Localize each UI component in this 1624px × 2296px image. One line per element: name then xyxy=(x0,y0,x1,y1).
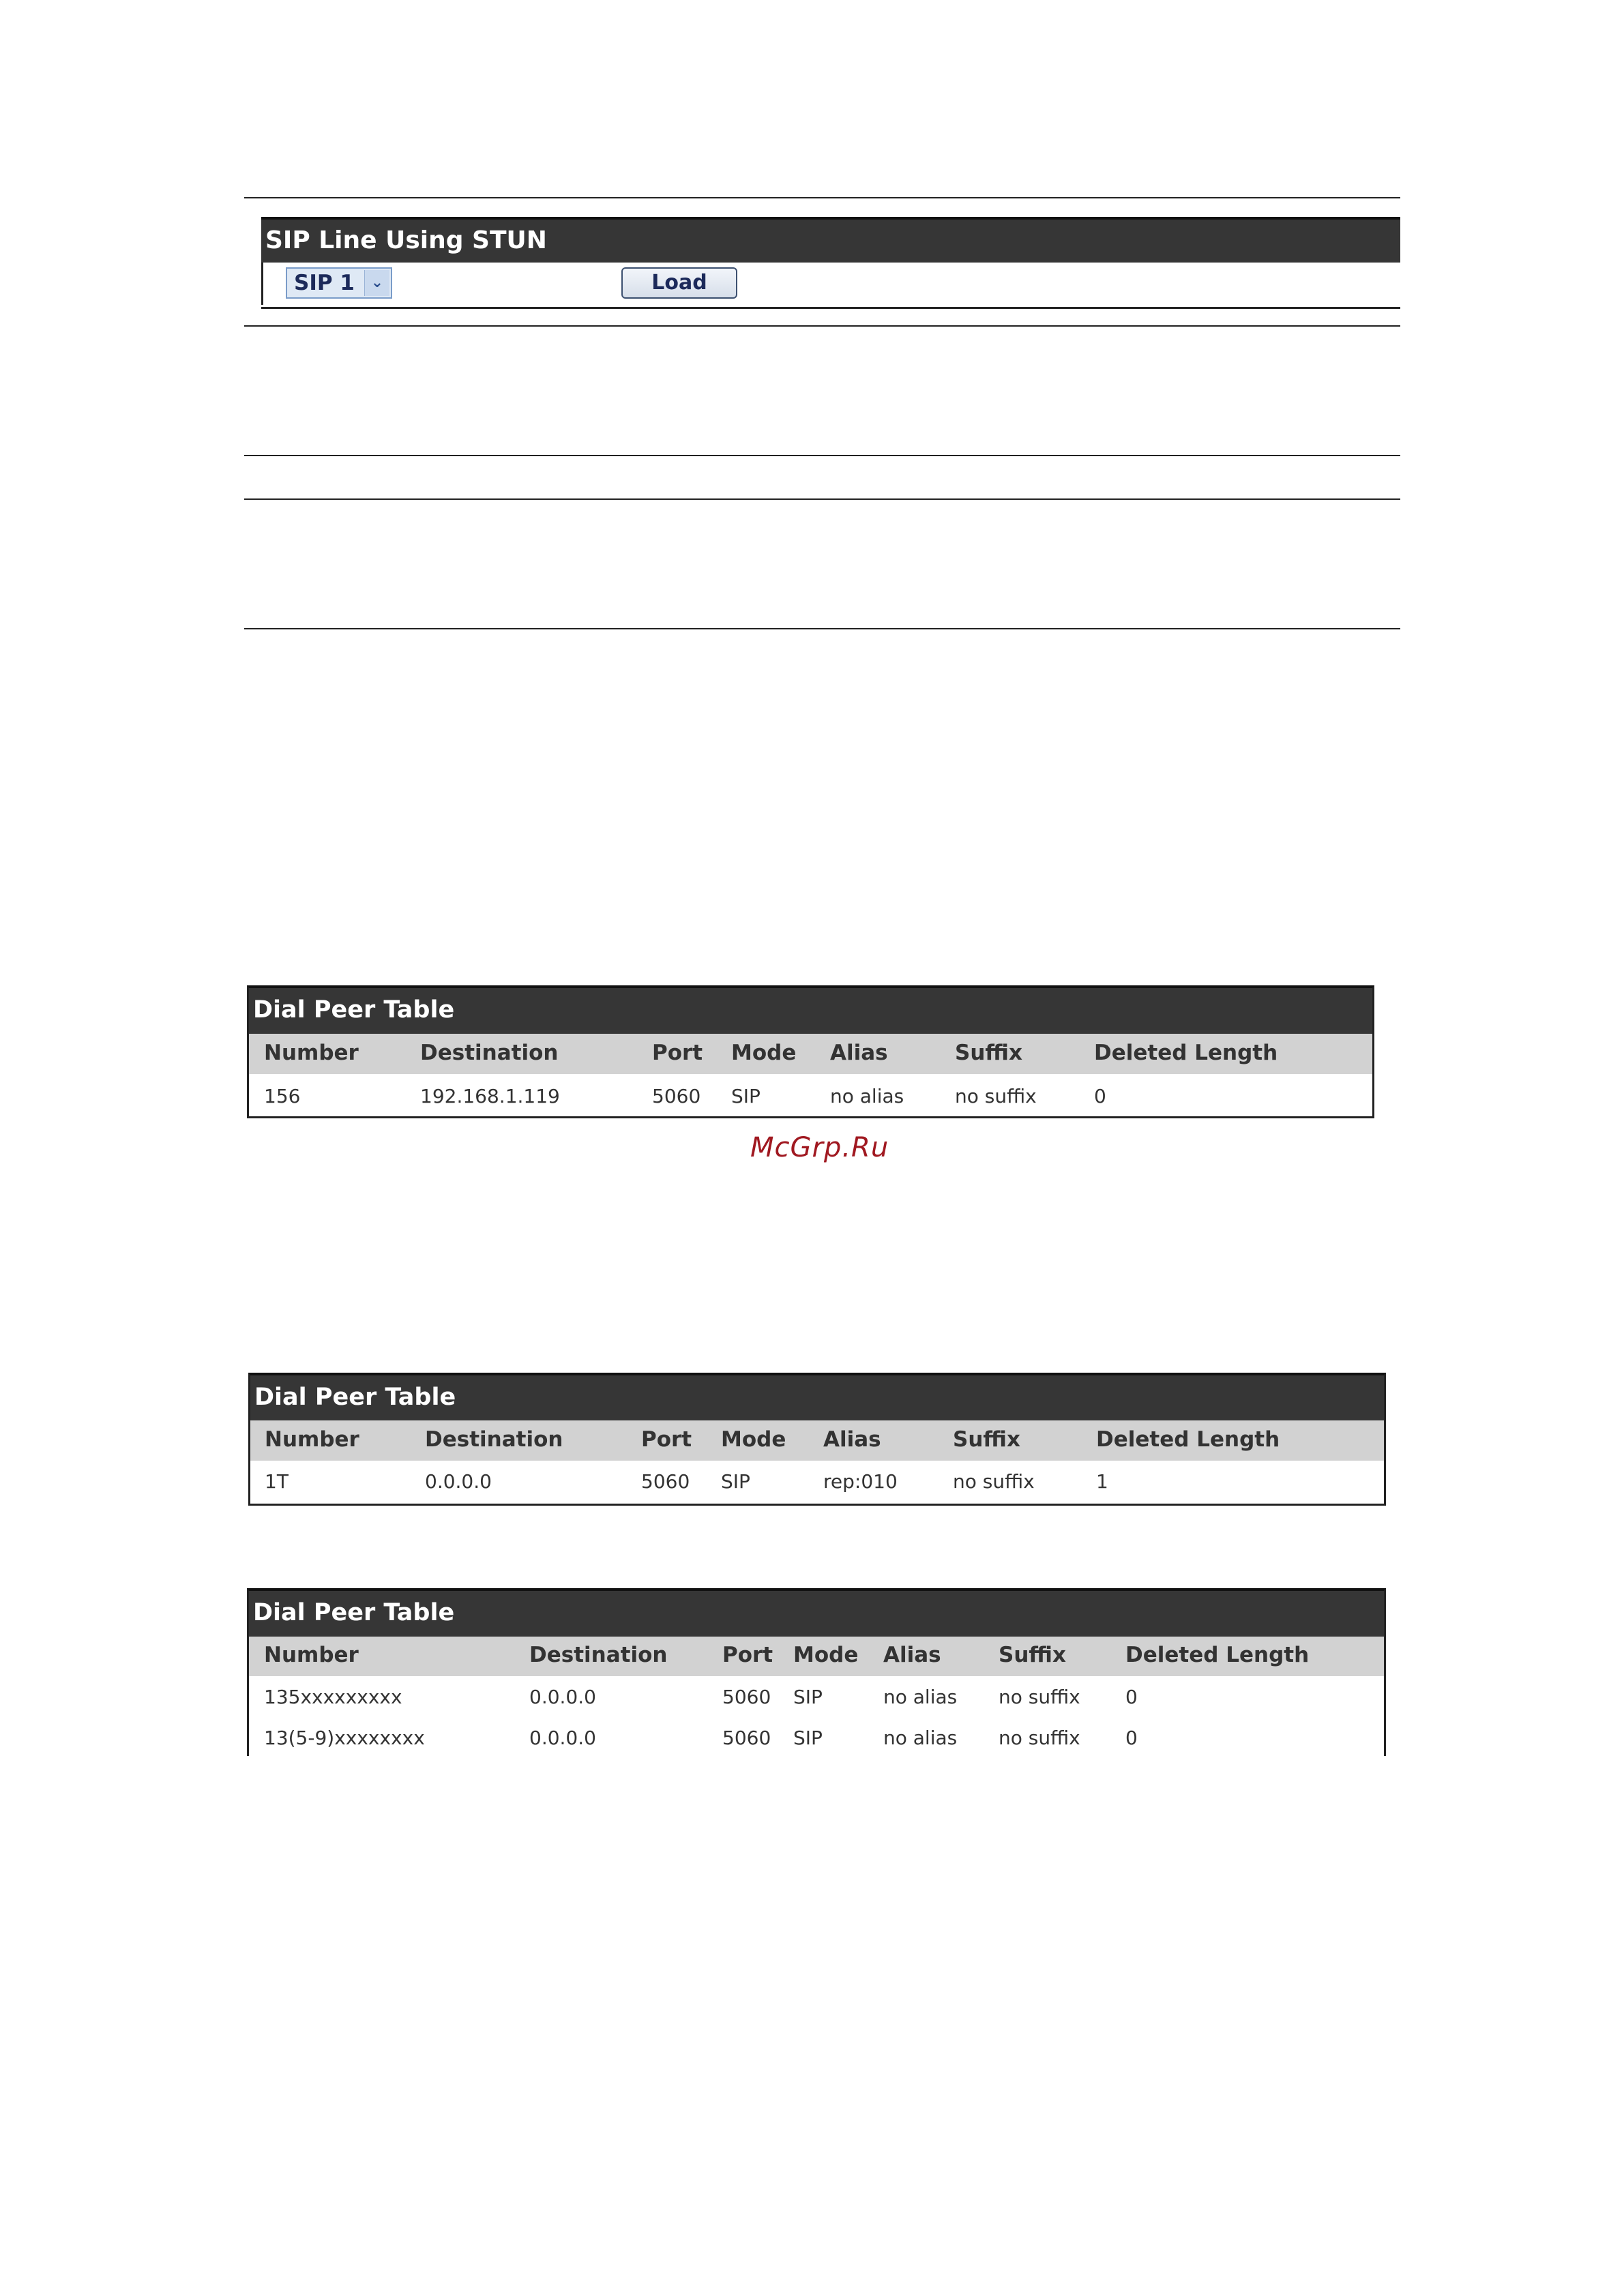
column-header-port: Port xyxy=(652,1041,703,1065)
cell-suffix: no suffix xyxy=(999,1727,1080,1749)
cell-port: 5060 xyxy=(722,1727,771,1749)
divider-line xyxy=(244,197,1400,198)
cell-deleted-length: 1 xyxy=(1096,1470,1108,1493)
cell-suffix: no suffix xyxy=(955,1085,1037,1107)
table-header-row xyxy=(249,1637,1384,1676)
table-title: Dial Peer Table xyxy=(249,988,1372,1034)
column-header-port: Port xyxy=(641,1427,692,1452)
column-header-suffix: Suffix xyxy=(953,1427,1020,1452)
dial-peer-table-1 xyxy=(247,985,1374,1118)
column-header-deleted-length: Deleted Length xyxy=(1094,1041,1278,1065)
column-header-suffix: Suffix xyxy=(955,1041,1022,1065)
cell-destination: 0.0.0.0 xyxy=(425,1470,492,1493)
panel-title: SIP Line Using STUN xyxy=(261,217,1400,263)
column-header-mode: Mode xyxy=(721,1427,786,1452)
column-header-deleted-length: Deleted Length xyxy=(1096,1427,1280,1452)
panel-controls-row xyxy=(261,263,1400,305)
watermark-text: McGrp.Ru xyxy=(750,1132,889,1163)
column-header-suffix: Suffix xyxy=(999,1643,1066,1667)
cell-suffix: no suffix xyxy=(999,1686,1080,1708)
cell-alias: rep:010 xyxy=(823,1470,898,1493)
column-header-mode: Mode xyxy=(793,1643,859,1667)
column-header-alias: Alias xyxy=(823,1427,881,1452)
cell-port: 5060 xyxy=(641,1470,690,1493)
column-header-alias: Alias xyxy=(883,1643,941,1667)
column-header-destination: Destination xyxy=(529,1643,668,1667)
cell-number: 135xxxxxxxxx xyxy=(264,1686,402,1708)
sip-line-stun-panel xyxy=(261,217,1400,309)
column-header-number: Number xyxy=(265,1427,359,1452)
table-row[interactable] xyxy=(249,1074,1372,1116)
column-header-number: Number xyxy=(264,1041,359,1065)
cell-number: 1T xyxy=(265,1470,289,1493)
divider-line xyxy=(244,455,1400,456)
dial-peer-table-3 xyxy=(247,1588,1386,1756)
cell-mode: SIP xyxy=(793,1727,823,1749)
cell-port: 5060 xyxy=(722,1686,771,1708)
cell-port: 5060 xyxy=(652,1085,701,1107)
divider-line xyxy=(244,628,1400,629)
cell-mode: SIP xyxy=(793,1686,823,1708)
column-header-destination: Destination xyxy=(420,1041,559,1065)
cell-mode: SIP xyxy=(721,1470,750,1493)
column-header-port: Port xyxy=(722,1643,773,1667)
cell-deleted-length: 0 xyxy=(1125,1727,1138,1749)
chevron-down-icon[interactable]: ⌄ xyxy=(364,270,389,296)
divider-line xyxy=(244,325,1400,327)
cell-destination: 0.0.0.0 xyxy=(529,1686,596,1708)
cell-deleted-length: 0 xyxy=(1125,1686,1138,1708)
cell-destination: 192.168.1.119 xyxy=(420,1085,560,1107)
load-button[interactable]: Load xyxy=(621,267,737,299)
cell-suffix: no suffix xyxy=(953,1470,1035,1493)
column-header-deleted-length: Deleted Length xyxy=(1125,1643,1310,1667)
cell-alias: no alias xyxy=(883,1686,958,1708)
sip-line-select[interactable] xyxy=(286,267,392,299)
column-header-destination: Destination xyxy=(425,1427,563,1452)
dial-peer-table-2 xyxy=(248,1373,1386,1506)
table-row[interactable] xyxy=(249,1717,1384,1758)
select-value: SIP 1 xyxy=(294,271,355,295)
table-row[interactable] xyxy=(250,1461,1384,1502)
cell-number: 13(5-9)xxxxxxxx xyxy=(264,1727,425,1749)
cell-mode: SIP xyxy=(731,1085,761,1107)
divider-line xyxy=(244,498,1400,500)
table-title: Dial Peer Table xyxy=(249,1591,1384,1637)
column-header-mode: Mode xyxy=(731,1041,797,1065)
table-title: Dial Peer Table xyxy=(250,1375,1384,1420)
cell-destination: 0.0.0.0 xyxy=(529,1727,596,1749)
column-header-alias: Alias xyxy=(830,1041,888,1065)
column-header-number: Number xyxy=(264,1643,359,1667)
cell-alias: no alias xyxy=(883,1727,958,1749)
table-row[interactable] xyxy=(249,1676,1384,1717)
cell-deleted-length: 0 xyxy=(1094,1085,1106,1107)
table-header-row xyxy=(249,1034,1372,1074)
cell-number: 156 xyxy=(264,1085,301,1107)
cell-alias: no alias xyxy=(830,1085,904,1107)
table-header-row xyxy=(250,1420,1384,1461)
